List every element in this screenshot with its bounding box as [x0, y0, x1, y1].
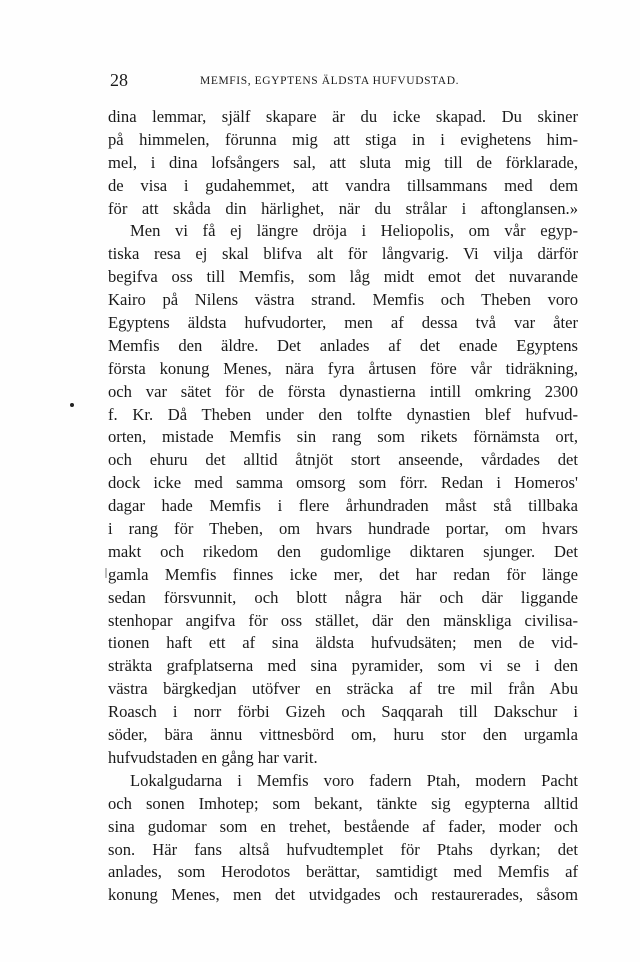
- running-title: MEMFIS, EGYPTENS ÄLDSTA HUFVUDSTAD.: [200, 75, 460, 87]
- text-line: makt och rikedom den gudomlige diktaren sjunger. Det: [108, 541, 578, 561]
- body-text: [108, 106, 578, 907]
- text-line: Men vi få ej längre dröja i Heliopolis, om vår egyp-: [130, 221, 578, 241]
- text-line: gamla Memfis finnes icke mer, det har redan för länge: [108, 564, 578, 584]
- text-line: sedan försvunnit, och blott några här och där liggande: [108, 587, 578, 607]
- text-line: och sonen Imhotep; som bekant, tänkte sig egypterna alltid: [108, 793, 578, 813]
- text-line: f. Kr. Då Theben under den tolfte dynastien blef hufvud-: [108, 404, 578, 424]
- page-header: [110, 70, 570, 96]
- text-line: tionen haft ett af sina äldsta hufvudsäten; men de vid-: [108, 633, 578, 653]
- text-line: söder, bära ännu vittnesbörd om, huru stor den urgamla: [108, 725, 578, 745]
- text-line: i rang för Theben, om hvars hundrade portar, om hvars: [108, 519, 578, 539]
- text-line: Lokalgudarna i Memfis voro fadern Ptah, modern Pacht: [130, 770, 578, 790]
- text-line: Kairo på Nilens västra strand. Memfis och Theben voro: [108, 290, 578, 310]
- text-line: västra bärgkedjan utöfver en sträcka af tre mil från Abu: [108, 679, 578, 699]
- text-line: Roasch i norr förbi Gizeh och Saqqarah till Dakschur i: [108, 702, 578, 722]
- text-line: begifva oss till Memfis, som låg midt emot det nuvarande: [108, 267, 578, 287]
- page-number: 28: [110, 70, 128, 90]
- text-line: tiska resa ej skal blifva alt för långvarig. Vi vilja därför: [108, 244, 578, 264]
- text-line: första konung Menes, nära fyra årtusen före vår tidräkning,: [108, 358, 578, 378]
- text-line: orten, mistade Memfis sin rang som rikets förnämsta ort,: [108, 427, 578, 447]
- text-line: konung Menes, men det utvidgades och restaurerades, såsom: [108, 885, 578, 905]
- text-line: anlades, som Herodotos berättar, samtidigt med Memfis af: [108, 862, 578, 882]
- text-line: son. Här fans altså hufvudtemplet för Ptahs dyrkan; det: [108, 839, 578, 859]
- text-line: mel, i dina lofsångers sal, att sluta mig till de förklarade,: [108, 152, 578, 172]
- ink-speck: [70, 403, 74, 407]
- text-line: Egyptens äldsta hufvudorter, men af dessa två var åter: [108, 313, 578, 333]
- text-line: på himmelen, förunna mig att stiga in i evighetens him-: [108, 129, 578, 149]
- text-line: och var sätet för de första dynastierna intill omkring 2300: [108, 381, 578, 401]
- text-line: för att skåda din härlighet, när du strålar i aftonglansen.»: [108, 198, 578, 218]
- text-line: Memfis den äldre. Det anlades af det enade Egyptens: [108, 335, 578, 355]
- text-line: sina gudomar som en trehet, bestående af fader, moder och: [108, 816, 578, 836]
- text-line: dina lemmar, själf skapare är du icke skapad. Du skiner: [108, 107, 578, 126]
- text-line: dock icke med samma omsorg som förr. Redan i Homeros': [108, 473, 578, 493]
- text-line: sträkta grafplatserna med sina pyramider, som vi se i den: [108, 656, 578, 676]
- text-line: de visa i gudahemmet, att vandra tillsammans med dem: [108, 175, 578, 195]
- text-line: dagar hade Memfis i flere århundraden måst stå tillbaka: [108, 496, 578, 516]
- text-line: och ehuru det alltid åtnjöt stort anseende, vårdades det: [108, 450, 578, 470]
- margin-mark: [105, 568, 107, 578]
- text-line: hufvudstaden en gång har varit.: [108, 747, 318, 767]
- text-line: stenhopar angifva för oss stället, där den mänskliga civilisa-: [108, 610, 578, 630]
